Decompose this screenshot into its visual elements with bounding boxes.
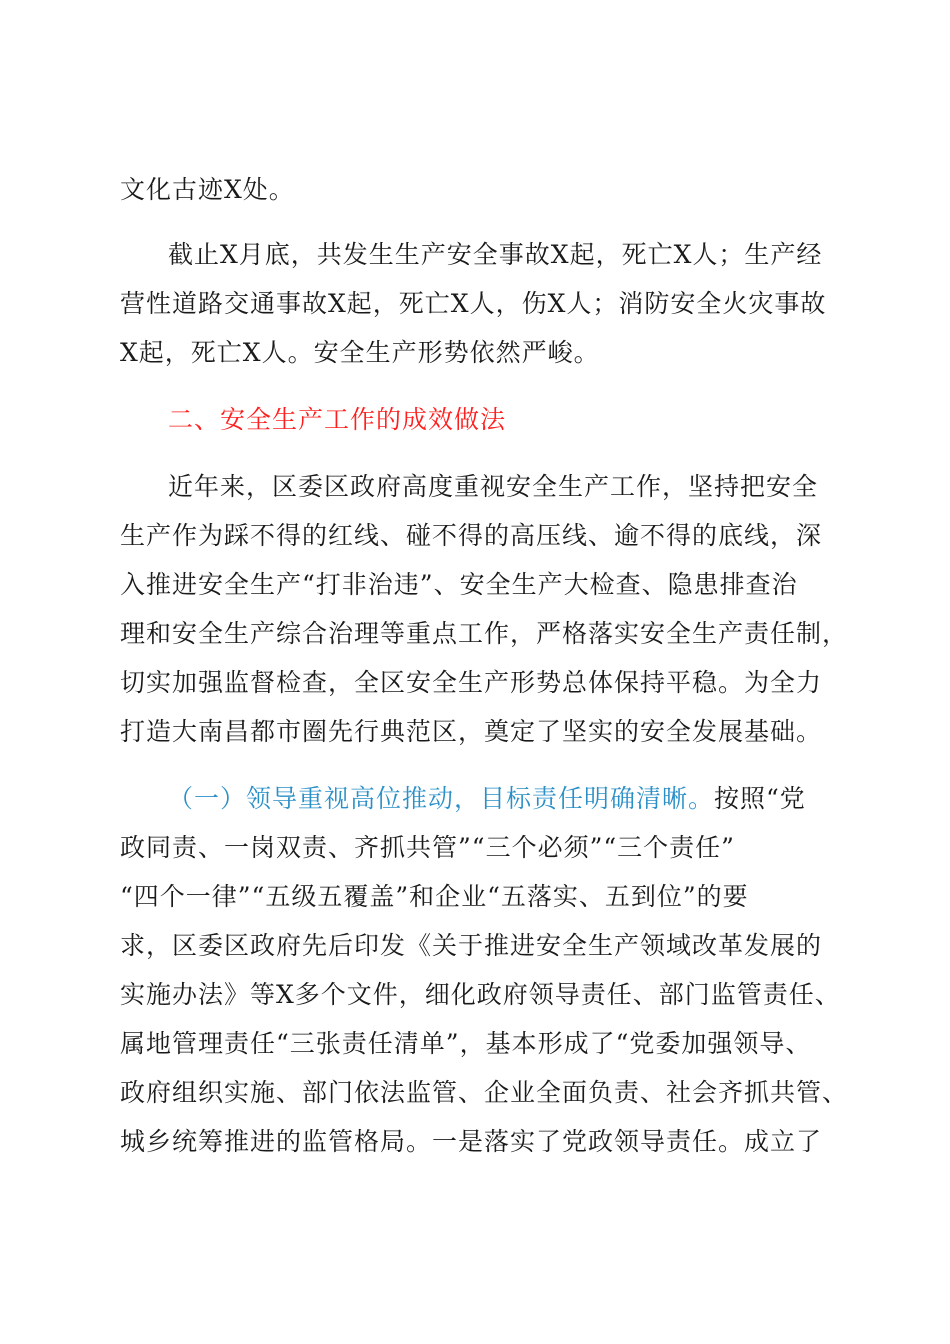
paragraph-line: 文化古迹X处。 [120,175,295,204]
paragraph-line: 政府组织实施、部门依法监管、企业全面负责、社会齐抓共管、 [120,1078,849,1107]
paragraph-text: 按照“党 [714,784,806,813]
paragraph-line: 切实加强监督检查，全区安全生产形势总体保持平稳。为全力 [120,668,823,697]
paragraph-line: 生产作为踩不得的红线、碰不得的高压线、逾不得的底线，深 [120,521,823,550]
paragraph-line: 实施办法》等X多个文件，细化政府领导责任、部门监管责任、 [120,980,841,1009]
paragraph-line: 近年来，区委区政府高度重视安全生产工作，坚持把安全 [168,472,819,501]
section-heading: 二、安全生产工作的成效做法 [168,405,507,434]
paragraph-line: X起，死亡X人。安全生产形势依然严峻。 [120,338,600,367]
paragraph-line: 理和安全生产综合治理等重点工作，严格落实安全生产责任制， [120,619,849,648]
paragraph-line: 入推进安全生产“打非治违”、安全生产大检查、隐患排查治 [120,570,798,599]
subsection-heading: （一）领导重视高位推动，目标责任明确清晰。 [168,784,715,813]
paragraph-line: 政同责、一岗双责、齐抓共管”“三个必须”“三个责任” [120,833,735,862]
paragraph-line: 城乡统筹推进的监管格局。一是落实了党政领导责任。成立了 [120,1127,823,1156]
paragraph-line: 打造大南昌都市圈先行典范区，奠定了坚实的安全发展基础。 [120,717,823,746]
paragraph-line: 求，区委区政府先后印发《关于推进安全生产领域改革发展的 [120,931,823,960]
paragraph-line: 截止X月底，共发生生产安全事故X起，死亡X人；生产经 [168,240,823,269]
paragraph-line: 营性道路交通事故X起，死亡X人，伤X人；消防安全火灾事故 [120,289,827,318]
paragraph-line: “四个一律”“五级五覆盖”和企业“五落实、五到位”的要 [120,882,749,911]
paragraph-line [168,783,840,815]
paragraph-line: 属地管理责任“三张责任清单”，基本形成了“党委加强领导、 [120,1029,812,1058]
